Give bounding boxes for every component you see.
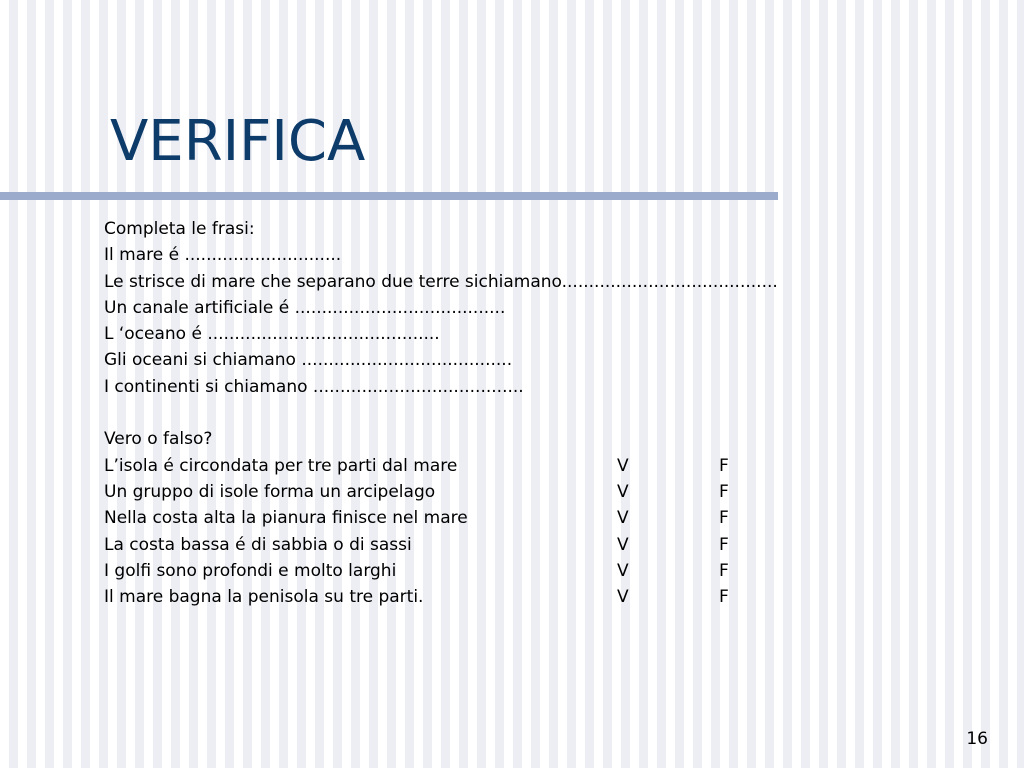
false-option: F: [719, 560, 729, 581]
true-option: V: [617, 587, 629, 608]
tf-statement: Un gruppo di isole forma un arcipelago: [104, 481, 436, 502]
true-false-row: [104, 558, 1004, 584]
true-option: V: [617, 481, 629, 502]
section-spacer: [104, 400, 1004, 426]
false-option: F: [719, 534, 729, 555]
completa-line-2: Le strisce di mare che separano due terre sichiamano........................................: [104, 271, 778, 292]
completa-line-5: Gli oceani si chiamano .......................................: [104, 350, 513, 371]
completa-line-1: Il mare é .............................: [104, 245, 342, 266]
true-option: V: [617, 508, 629, 529]
tf-statement: Il mare bagna la penisola su tre parti.: [104, 587, 424, 608]
slide-title: VERIFICA: [110, 109, 366, 174]
completa-line-6: I continenti si chiamano .......................................: [104, 376, 524, 397]
true-false-row: [104, 584, 1004, 610]
false-option: F: [719, 481, 729, 502]
false-option: F: [719, 587, 729, 608]
completa-line-3: Un canale artificiale é .......................................: [104, 297, 506, 318]
completa-line-4: L ‘oceano é ...........................................: [104, 324, 440, 345]
vero-falso-heading: Vero o falso?: [104, 429, 213, 450]
tf-statement: La costa bassa é di sabbia o di sassi: [104, 534, 412, 555]
true-false-row: [104, 505, 1004, 531]
title-underline: [0, 192, 778, 200]
true-option: V: [617, 534, 629, 555]
true-option: V: [617, 560, 629, 581]
tf-statement: Nella costa alta la pianura finisce nel mare: [104, 508, 468, 529]
false-option: F: [719, 455, 729, 476]
page-number: 16: [966, 729, 988, 749]
completa-heading: Completa le frasi:: [104, 219, 255, 239]
true-false-row: [104, 479, 1004, 505]
tf-statement: L’isola é circondata per tre parti dal mare: [104, 455, 458, 476]
true-false-row: [104, 453, 1004, 479]
slide-body: [104, 216, 1004, 610]
tf-statement: I golfi sono profondi e molto larghi: [104, 560, 397, 581]
true-option: V: [617, 455, 629, 476]
true-false-row: [104, 532, 1004, 558]
false-option: F: [719, 508, 729, 529]
